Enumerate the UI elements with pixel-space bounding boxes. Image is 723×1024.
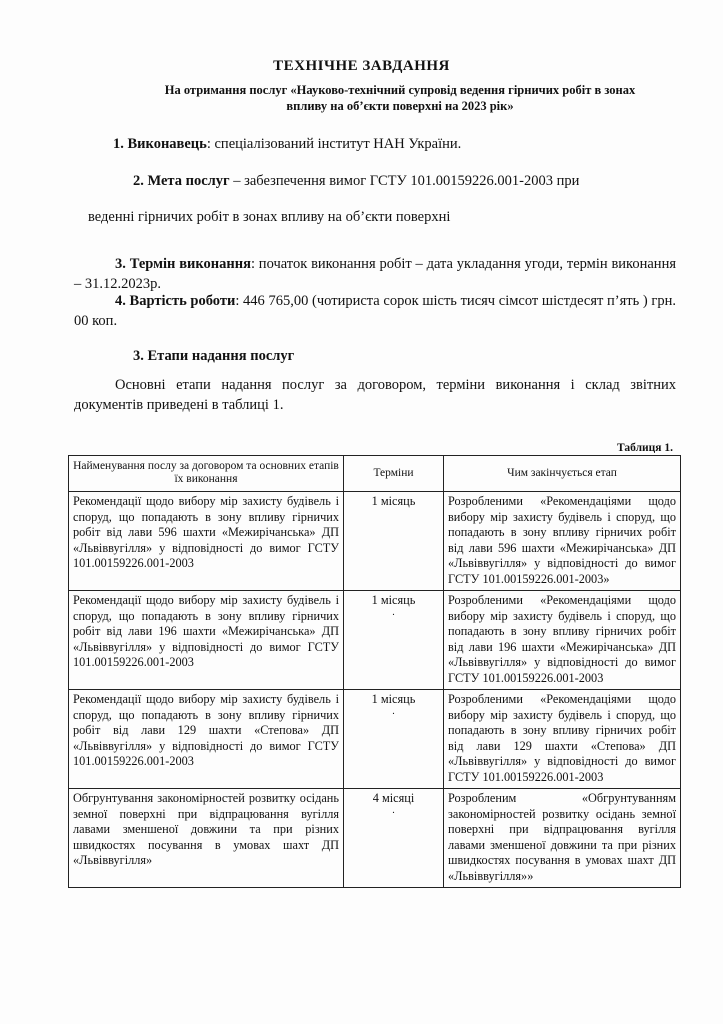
stages-table — [68, 455, 681, 888]
term-value: 4 місяці — [372, 791, 415, 805]
cost-label: 4. Вартість роботи — [115, 293, 236, 309]
item-goal — [133, 171, 673, 191]
cell-result: Розробленим «Обгрунтуванням закономірностей розвитку осідань земної поверхні при відпрацювання вугілля лавами зменшеної довжини та при різних швидкостях посування в умовах шахт ДП «Львіввугілля»» — [444, 789, 681, 888]
cell-service-name: Рекомендації щодо вибору мір захисту будівель і споруд, що попадають в зону впливу гірничих робіт від лави 196 шахти «Межирічанська» ДП «Львіввугілля» у відповідності до вимог ГСТУ 101.00159226.001-2003 — [69, 591, 344, 690]
table-row — [69, 492, 681, 591]
cell-term — [344, 492, 444, 591]
item-cost — [74, 291, 676, 331]
stages-label: 3. Етапи надання послуг — [133, 348, 295, 364]
term-text: : початок виконання робіт – дата укладання угоди, термін виконання – 31.12.2023р. — [74, 256, 676, 292]
table-row — [69, 690, 681, 789]
goal-text: – забезпечення вимог ГСТУ 101.00159226.001-2003 при — [229, 173, 580, 189]
goal-label: 2. Мета послуг — [133, 173, 230, 189]
term-value: 1 місяць — [371, 593, 416, 607]
cell-term — [344, 789, 444, 888]
stages-text: Основні етапи надання послуг за договором, терміни виконання і склад звітних документів приведені в таблиці 1. — [74, 377, 676, 413]
goal-text-continued: веденні гірничих робіт в зонах впливу на об’єкти поверхні — [88, 209, 451, 225]
cost-text: : 446 765,00 (чотириста сорок шість тисяч сімсот шістдесят п’ять ) грн. 00 коп. — [74, 293, 677, 329]
cell-service-name: Рекомендації щодо вибору мір захисту будівель і споруд, що попадають в зону впливу гірничих робіт від лави 596 шахти «Межирічанська» ДП «Львіввугілля» у відповідності до вимог ГСТУ 101.00159226.001-2003 — [69, 492, 344, 591]
subtitle-line-1: На отримання послуг «Науково-технічний супровід ведення гірничих робіт в зонах — [164, 83, 636, 97]
table-header-row — [69, 456, 681, 492]
cell-result: Розробленими «Рекомендаціями щодо вибору мір захисту будівель і споруд, що попадають в зону впливу гірничих робіт від лави 196 шахти «Межирічанська» ДП «Львіввугілля» у відповідності до вимог ГСТУ 101.00159226.001-2003 — [444, 591, 681, 690]
stages-heading — [133, 346, 633, 366]
header-service-name: Найменування послу за договором та основних етапів їх виконання — [69, 456, 344, 492]
contractor-label: 1. Виконавець — [113, 136, 207, 152]
contractor-text: : спеціалізований інститут НАН України. — [206, 136, 462, 152]
item-contractor — [113, 134, 673, 154]
header-result: Чим закінчується етап — [444, 456, 681, 492]
term-mark: . — [392, 705, 395, 717]
cell-term — [344, 591, 444, 690]
subtitle-line-2: впливу на об’єкти поверхні на 2023 рік» — [286, 99, 514, 113]
item-term — [74, 254, 676, 294]
cell-term — [344, 690, 444, 789]
cell-service-name: Рекомендації щодо вибору мір захисту будівель і споруд, що попадають в зону впливу гірничих робіт від лави 129 шахти «Степова» ДП «Львіввугілля» у відповідності до вимог ГСТУ 101.00159226.001-2003 — [69, 690, 344, 789]
document-subtitle — [120, 82, 680, 114]
cell-result: Розробленими «Рекомендаціями щодо вибору мір захисту будівель і споруд, що попадають в зону впливу гірничих робіт від лави 129 шахти «Степова» ДП «Львіввугілля» у відповідності до вимог ГСТУ 101.00159226.001-2003 — [444, 690, 681, 789]
document-title: ТЕХНІЧНЕ ЗАВДАННЯ — [273, 58, 450, 74]
term-value: 1 місяць — [371, 494, 416, 508]
table-row — [69, 591, 681, 690]
term-label: 3. Термін виконання — [115, 256, 251, 272]
term-mark: . — [392, 804, 395, 816]
cell-result: Розробленими «Рекомендаціями щодо вибору мір захисту будівель і споруд, що попадають в зону впливу гірничих робіт від лави 596 шахти «Межирічанська» ДП «Львіввугілля» у відповідності до вимог ГСТУ 101.00159226.001-2003» — [444, 492, 681, 591]
term-mark: . — [392, 606, 395, 618]
table-row — [69, 789, 681, 888]
header-terms: Терміни — [344, 456, 444, 492]
table-caption: Таблиця 1. — [616, 442, 673, 454]
cell-service-name: Обгрунтування закономірностей розвитку осідань земної поверхні при відпрацювання вугілля лавами зменшеної довжини та при різних швидкостях посування в умовах шахт ДП «Львіввугілля» — [69, 789, 344, 888]
term-value: 1 місяць — [371, 692, 416, 706]
